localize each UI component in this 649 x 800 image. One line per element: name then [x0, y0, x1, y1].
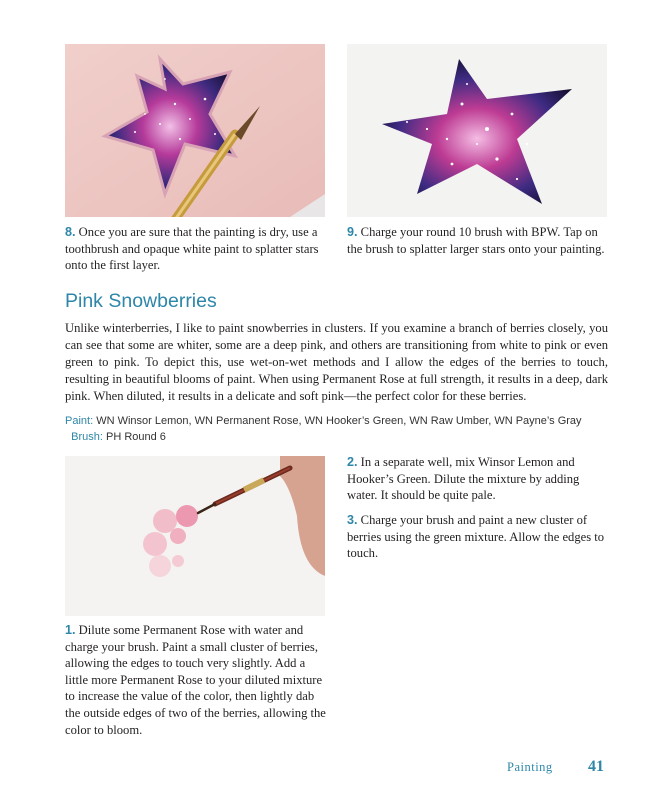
step-3	[347, 512, 609, 562]
page-number: 41	[588, 758, 604, 775]
step-text: Once you are sure that the painting is dry, use a toothbrush and opaque white paint to splatter stars onto the first layer.	[65, 225, 319, 273]
step-text: In a separate well, mix Winsor Lemon and Hooker’s Green. Dilute the mixture by adding water. It should be quite pale.	[347, 455, 580, 503]
supplies	[65, 413, 605, 445]
step-text: Dilute some Permanent Rose with water and charge your brush. Paint a small cluster of berries, allowing the edges to touch very slightly. Add a little more Permanent Rose to your diluted mixture to increase the value of the color, then lightly dab the outside edges of two of the berries, allowing the color to bloom.	[65, 623, 326, 737]
star-splatter-white-photo	[347, 44, 607, 217]
step-1	[65, 622, 327, 738]
step-2	[347, 454, 609, 504]
step-text: Charge your brush and paint a new cluster of berries using the green mixture. Allow the edges to touch.	[347, 513, 605, 561]
footer-section-label: Painting	[507, 760, 553, 774]
step-9	[347, 224, 609, 257]
paint-label: Paint:	[65, 415, 94, 427]
step-number: 3.	[347, 513, 358, 527]
step-number: 2.	[347, 455, 358, 469]
paint-value: WN Winsor Lemon, WN Permanent Rose, WN Hooker’s Green, WN Raw Umber, WN Payne’s Gray	[96, 415, 582, 427]
snowberries-brush-photo	[65, 456, 325, 616]
step-number: 1.	[65, 623, 76, 637]
section-body: Unlike winterberries, I like to paint snowberries in clusters. If you examine a branch of berries closely, you can see that some are whiter, some are a deep pink, and others are transitioning from white to pink or even green to pink. To depict this, use wet-on-wet methods and I allow the edges of the berries to touch, resulting in beautiful blooms of paint. When using Permanent Rose at full strength, it results in a deep, dark pink. When diluted, it results in a delicate and soft pink—the perfect color for these berries.	[65, 321, 608, 403]
brush-value: PH Round 6	[105, 431, 166, 443]
section-title: Pink Snowberries	[65, 290, 217, 312]
star-splatter-pink-photo	[65, 44, 325, 217]
brush-label: Brush:	[71, 431, 103, 443]
step-number: 9.	[347, 225, 358, 239]
step-number: 8.	[65, 225, 76, 239]
step-8	[65, 224, 327, 274]
step-text: Charge your round 10 brush with BPW. Tap on the brush to splatter larger stars onto your painting.	[347, 225, 605, 256]
